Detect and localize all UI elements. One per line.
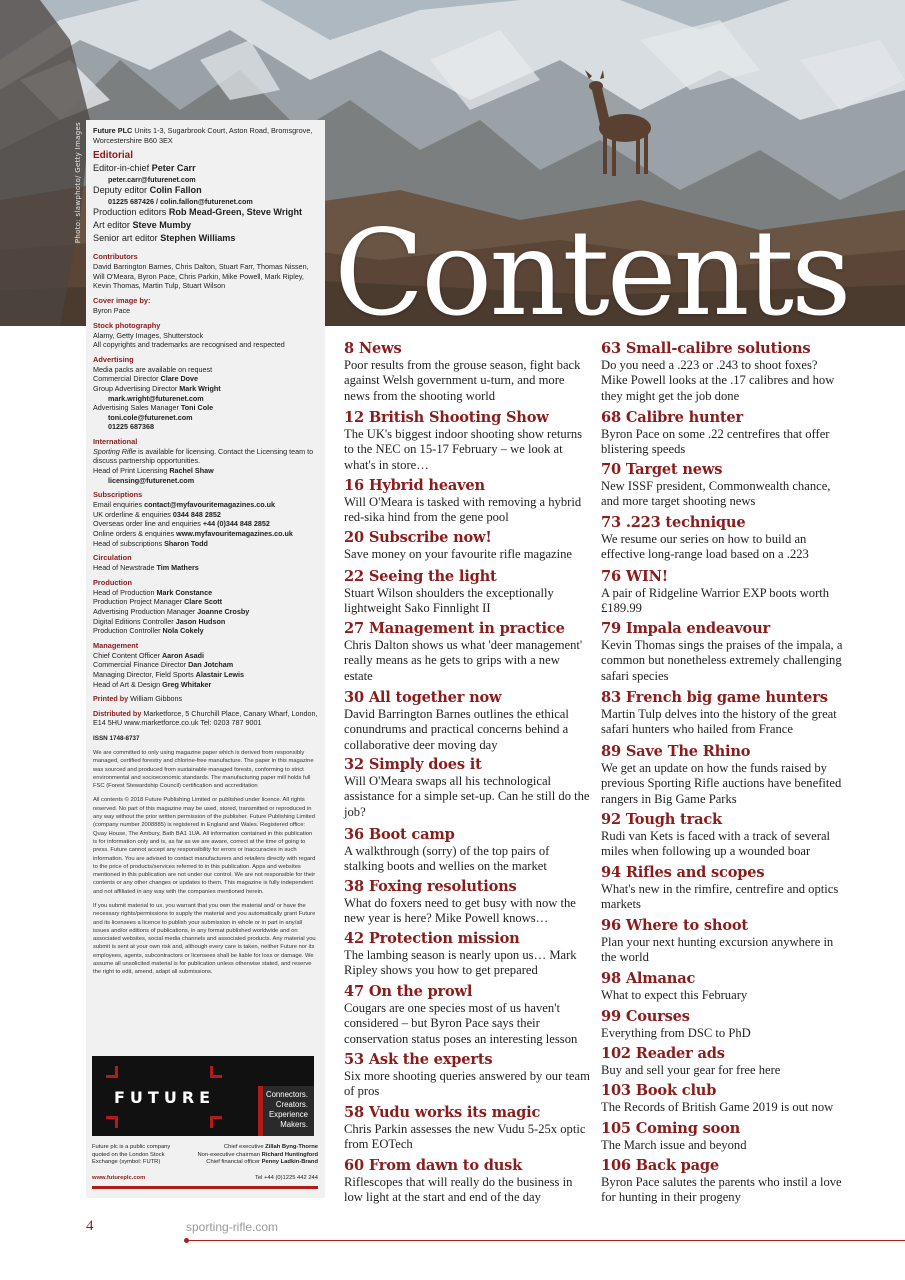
contents-entry[interactable] [344,477,590,526]
page-number: 4 [86,1218,94,1234]
contents-entry[interactable] [601,970,845,1003]
entry-page-number: 73 [601,514,621,531]
entry-title [601,1082,845,1100]
entry-heading: Management in practice [368,620,565,637]
entry-heading: Calibre hunter [625,409,743,426]
entry-heading: All together now [368,689,502,706]
entry-page-number: 94 [601,864,621,881]
bracket-icon [106,1116,118,1128]
entry-heading: Small-calibre solutions [625,340,811,357]
entry-page-number: 106 [601,1157,631,1174]
contents-entry[interactable] [601,811,845,860]
management-section: Management Chief Content Officer Aaron Asadi Commercial Finance Director Dan Jotcham Managing Director, Field Sports Alastair Lewis Head of Art & Design Greg Whitaker [93,640,245,689]
entry-page-number: 47 [344,983,364,1000]
page-title: Contents [334,204,849,326]
entry-description: A pair of Ridgeline Warrior EXP boots worth £189.99 [601,586,830,616]
entry-heading: Coming soon [635,1120,741,1137]
entry-title [344,689,590,707]
entry-title [601,743,845,761]
entry-heading: Courses [625,1008,690,1025]
contents-entry[interactable] [344,689,590,753]
entry-title [601,1157,845,1175]
entry-title [344,529,590,547]
bracket-icon [210,1116,222,1128]
entry-description: Everything from DSC to PhD [601,1026,751,1040]
entry-heading: British Shooting Show [368,409,549,426]
entry-title [601,568,845,586]
entry-title [344,826,590,844]
entry-title [601,917,845,935]
divider [92,1186,318,1189]
entry-description: Byron Pace on some .22 centrefires that offer blistering speeds [601,427,830,457]
entry-page-number: 102 [601,1045,631,1062]
future-website[interactable]: www.futureplc.com [92,1175,146,1181]
contents-entry[interactable] [344,1157,590,1206]
contents-entry[interactable] [344,1051,590,1100]
contents-entry[interactable] [344,983,590,1047]
entry-page-number: 98 [601,970,621,987]
international-section: International Sporting Rifle is available for licensing. Contact the Licensing team to discuss partnership opportunities. Head of Print Licensing Rachel Shaw licensing@futurenet.com [93,436,314,485]
entry-page-number: 12 [344,409,364,426]
entry-heading: Seeing the light [368,568,497,585]
entry-page-number: 105 [601,1120,631,1137]
entry-description: Chris Parkin assesses the new Vudu 5-25x optic from EOTech [344,1122,586,1152]
entry-page-number: 32 [344,756,364,773]
entry-description: What do foxers need to get busy with now the new year is here? Mike Powell knows… [344,896,576,926]
contributors-section: Contributors David Barrington Barnes, Chris Dalton, Stuart Farr, Thomas Nissen, Will O'Meara, Byron Pace, Chris Parkin, Mike Powell, Mark Ripley, Kevin Thomas, Martin Tulp, Stuart Wilson [93,252,309,291]
contents-entry[interactable] [601,917,845,966]
entry-page-number: 89 [601,743,621,760]
entry-heading: Book club [635,1082,717,1099]
entry-description: Riflescopes that will really do the business in low light at the start and end of the day [344,1175,573,1205]
contents-entry[interactable] [344,756,590,820]
entry-description: Plan your next hunting excursion anywhere in the world [601,935,834,965]
entry-heading: Vudu works its magic [368,1104,541,1121]
copyright-statement: All contents © 2018 Future Publishing Limited or published under licence. All rights reserved. No part of this magazine may be used, stored, transmitted or reproduced in any way without the prior written permission of the publisher. Future Publishing Limited (company number 2008885) is registered in England and Wales. Registered office: Quay House, The Ambury, Bath BA1 1UA. All information contained in this publication is for information only and is, as far as we are aware, correct at the time of going to press. Future cannot accept any responsibility for errors or inaccuracies in such information. You are advised to contact manufacturers and retailers directly with regard to the price of products/services referred to in this publication. Apps and websites mentioned in this publication are not under our control. We are not responsible for their contents or any other changes or updates to them. This magazine is fully independent and not affiliated in any way with the companies mentioned herein. [93,797,316,895]
entry-description: The UK's biggest indoor shooting show returns to the NEC on 15-17 February – we look at what's in store… [344,427,583,472]
contents-entry[interactable] [344,826,590,875]
art-editor-line: Art editor Steve Mumby [93,219,192,230]
deputy-contact: 01225 687426 / colin.fallon@futurenet.com [108,196,253,206]
entry-title [344,340,590,358]
contents-entry[interactable] [601,1157,845,1206]
entry-title [344,930,590,948]
entry-description: Will O'Meara is tasked with removing a hybrid red-sika hind from the gene pool [344,495,582,525]
entry-page-number: 103 [601,1082,631,1099]
contents-entry[interactable] [601,409,845,458]
entry-page-number: 30 [344,689,364,706]
entry-heading: Impala endeavour [625,620,770,637]
senior-art-editor-line: Senior art editor Stephen Williams [93,232,236,243]
contents-entry[interactable] [601,461,845,510]
entry-heading: Save The Rhino [625,743,751,760]
contents-entry[interactable] [344,340,590,404]
entry-heading: Where to shoot [625,917,748,934]
entry-heading: Almanac [625,970,696,987]
entry-title [601,620,845,638]
entry-title [601,1120,845,1138]
entry-heading: Boot camp [368,826,455,843]
entry-description: Chris Dalton shows us what 'deer management' really means as he gets to grips with a new estate [344,638,583,683]
entry-heading: Subscribe now! [368,529,492,546]
entry-page-number: 53 [344,1051,364,1068]
distributed-by: Distributed by Marketforce, 5 Churchill Place, Canary Wharf, London, E14 5HU www.marketforce.co.uk Tel: 0203 787 9001 [93,708,318,728]
entry-description: Six more shooting queries answered by our team of pros [344,1069,590,1099]
bracket-icon [210,1066,222,1078]
contents-entry[interactable] [344,568,590,617]
entry-title [601,514,845,532]
production-section: Production Head of Production Mark Constance Production Project Manager Clare Scott Advertising Production Manager Joanne Crosby Digital Editions Controller Jason Hudson Production Controller Nola Cokely [93,577,250,636]
contents-entry[interactable] [601,864,845,913]
entry-heading: From dawn to dusk [368,1157,523,1174]
entry-description: The March issue and beyond [601,1138,747,1152]
entry-heading: Rifles and scopes [625,864,765,881]
entry-description: The lambing season is nearly upon us… Mark Ripley shows you how to get prepared [344,948,577,978]
entry-page-number: 58 [344,1104,364,1121]
editor-email: peter.carr@futurenet.com [108,174,196,184]
entry-page-number: 83 [601,689,621,706]
entry-heading: .223 technique [625,514,746,531]
website-url[interactable]: sporting-rifle.com [186,1220,279,1234]
submission-statement: If you submit material to us, you warrant that you own the material and/ or have the necessary rights/permissions to supply the material and you automatically grant Future and its licensees a licence to publish your submission in whole or in part in any/all issues and/or editions of publications, in any format published worldwide and on associated websites, social media channels and associated products. Any material you submit is sent at your own risk and, although every care is taken, neither Future nor its employees, agents, subcontractors or licensees shall be liable for loss or damage. We assume all unsolicited material is for publication unless otherwise stated, and reserve the right to edit, amend, adapt all submissions. [93,902,316,976]
contents-entry[interactable] [344,409,590,473]
printed-by: Printed by William Gibbons [93,694,183,704]
entry-page-number: 16 [344,477,364,494]
entry-heading: French big game hunters [625,689,828,706]
editorial-heading: Editorial [93,150,134,161]
entry-heading: On the prowl [368,983,473,1000]
deputy-line: Deputy editor Colin Fallon [93,185,202,196]
entry-description: Martin Tulp delves into the history of the great safari hunters who hailed from France [601,707,837,737]
entry-title [601,461,845,479]
entry-page-number: 38 [344,878,364,895]
contents-entry[interactable] [344,1104,590,1153]
entry-title [344,1051,590,1069]
entry-page-number: 20 [344,529,364,546]
entry-page-number: 63 [601,340,621,357]
future-logo-box [92,1056,314,1136]
stock-section: Stock photography Alamy, Getty Images, Shutterstock All copyrights and trademarks are recognised and respected [93,320,285,350]
entry-page-number: 79 [601,620,621,637]
subscriptions-section: Subscriptions Email enquiries contact@myfavouritemagazines.co.uk UK orderline & enquiries 0344 848 2852 Overseas order line and enquiries +44 (0)344 848 2852 Online orders & enquiries www.myfavouritemagazines.co.uk Head of subscriptions Sharon Todd [93,490,293,548]
entry-page-number: 96 [601,917,621,934]
entry-description: Rudi van Kets is faced with a track of several miles when following up a wounded boar [601,829,831,859]
contents-entry[interactable] [344,878,590,927]
paper-statement: We are committed to only using magazine paper which is derived from responsibly managed, certified forestry and chlorine-free manufacture. The paper in this magazine was sourced and produced from sustainable managed forests, conforming to strict environmental and socioeconomic standards. The manufacturing paper mill holds full FSC (Forest Stewardship Council) certification and accreditation [93,749,314,790]
contents-entry[interactable] [601,1008,845,1041]
entry-title [601,1045,845,1063]
contents-entry[interactable] [601,340,845,404]
future-tagline: Connectors. Creators. Experience Makers. [258,1086,314,1136]
editor-line: Editor-in-chief Peter Carr [93,163,196,173]
entry-page-number: 99 [601,1008,621,1025]
entry-title [601,811,845,829]
cover-section: Cover image by: Byron Pace [93,295,151,315]
entry-description: Poor results from the grouse season, fight back against Welsh government u-turn, and more news from the shooting world [344,358,581,403]
entry-description: A walkthrough (sorry) of the top pairs of stalking boots and wellies on the market [344,844,550,874]
entry-description: Do you need a .223 or .243 to shoot foxes? Mike Powell looks at the .17 calibres and how they might get the job done [601,358,835,403]
entry-description: Will O'Meara swaps all his technological assistance for a simple set-up. Can he still do the job? [344,774,590,819]
footer-rule-dot [184,1238,189,1243]
entry-title [344,409,590,427]
entry-page-number: 8 [344,340,354,357]
entry-title [344,1104,590,1122]
contents-entry[interactable] [344,930,590,979]
entry-page-number: 60 [344,1157,364,1174]
entry-description: Kevin Thomas sings the praises of the impala, a common but nonetheless extremely challenging safari species [601,638,843,683]
entry-page-number: 36 [344,826,364,843]
entry-description: Save money on your favourite rifle magazine [344,547,573,561]
entry-description: What to expect this February [601,988,748,1002]
entry-description: New ISSF president, Commonwealth chance, and more target shooting news [601,479,831,509]
entry-title [601,970,845,988]
entry-heading: WIN! [625,568,668,585]
entry-page-number: 22 [344,568,364,585]
entry-description: Stuart Wilson shoulders the exceptionally lightweight Sako Finnlight II [344,586,554,616]
entry-title [344,983,590,1001]
advertising-section: Advertising Media packs are available on request Commercial Director Clare Dove Group Advertising Director Mark Wright mark.wright@futurenet.com Advertising Sales Manager Toni Cole toni.cole@futurenet.com 01225 687368 [93,354,221,432]
entry-title [344,878,590,896]
entry-description: Buy and sell your gear for free here [601,1063,781,1077]
entry-description: The Records of British Game 2019 is out now [601,1100,834,1114]
masthead-panel: Future PLC Units 1-3, Sugarbrook Court, Aston Road, Bromsgrove, Worcestershire B60 3EX Editorial Editor-in-chief Peter Carr peter.carr@futurenet.com Deputy editor Colin Fallon 01225 687426 / colin.fallon@futurenet.com Production editors Rob Mead-Green, Steve Wright Art editor Steve Mumby Senior art editor Stephen Williams Contributors David Barrington Barnes, Chris Dalton, Stuart Farr, Thomas Nissen, Will O'Meara, Byron Pace, Chris Parkin, Mike Powell, Mark Ripley, Kevin Thomas, Martin Tulp, Stuart Wilson Cover image by: Byron Pace Stock photography Alamy, Getty Images, Shutterstock All copyrights and trademarks are recognised and respected Advertising Media packs are available on request Commercial Director Clare Dove Group Advertising Director Mark Wright mark.wright@futurenet.com Advertising Sales Manager Toni Cole toni.cole@futurenet.com 01225 687368 International Sporting Rifle is available for licensing. Contact the Licensing team to discuss partnership opportunities. Head of Print Licensing Rachel Shaw licensing@futurenet.com Subscriptions Email enquiries contact@myfavouritemagazines.co.uk UK orderline & enquiries 0344 848 2852 Overseas order line and enquiries +44 (0)344 848 2852 Online orders & enquiries www.myfavouritemagazines.co.uk Head of subscriptions Sharon Todd Circulation Head of Newstrade Tim Mathers Production Head of Production Mark Constance Production Project Manager Clare Scott Advertising Production Manager Joanne Crosby Digital Editions Controller Jason Hudson Production Controller Nola Cokely Management Chief Content Officer Aaron Asadi Commercial Finance Director Dan Jotcham Managing Director, Field Sports Alastair Lewis Head of Art & Design Greg Whitaker Printed by William Gibbons Distributed by Marketforce, 5 Churchill Place, Canary Wharf, London, E14 5HU www.marketforce.co.uk Tel: 0203 787 9001 ISSN 1748-8737 We are committed to only using magazine paper which is derived from responsibly managed, certified forestry and chlorine-free manufacture. The paper in this magazine was sourced and produced from sustainable managed forests, conforming to strict environmental and socioeconomic standards. The manufacturing paper mill holds full FSC (Forest Stewardship Council) certification and accreditation All contents © 2018 Future Publishing Limited or published under licence. All rights reserved. No part of this magazine may be used, stored, transmitted or reproduced in any way without the prior written permission of the publisher. Future Publishing Limited (company number 2008885) is registered in England and Wales. Registered office: Quay House, The Ambury, Bath BA1 1UA. All information contained in this publication is for information only and is, as far as we are aware, correct at the time of going to press. Future cannot accept any responsibility for errors or inaccuracies in such information. You are advised to contact manufacturers and retailers directly with regard to the price of products/services referred to in this publication. Apps and websites mentioned in this publication are not under our control. We are not responsible for their contents or any other changes or updates to them. This magazine is fully independent and not affiliated in any way with the companies mentioned herein. If you submit material to us, you warrant that you own the material and/ or have the necessary rights/permissions to supply the material and you automatically grant Future and its licensees a licence to publish your submission in whole or in part in any/all issues and/or editions of publications, in any format published worldwide and on associated websites, social media channels and associated products. Any material you submit is sent at your own risk and, although every care is taken, neither Future nor its employees, agents, subcontractors or licensees shall be liable for loss or damage. We assume all unsolicited material is for publication unless otherwise stated, and reserve the right to edit, amend, adapt all submissions. FUTURE Connectors. Creators. Experience Makers. Future plc is a public company quoted on the London Stock Exchange (symbol: FUTR) Chief executive Zillah Byng-Thorne Non-executive chairman Richard Huntingford Chief financial officer Penny Ladkin-Brand www.futureplc.com Tel +44 (0)1225 442 244 [86,120,325,1198]
entry-page-number: 27 [344,620,364,637]
publisher-address: Future PLC Units 1-3, Sugarbrook Court, Aston Road, Bromsgrove, Worcestershire B60 3EX [93,126,313,145]
entry-heading: News [358,340,402,357]
contents-entry[interactable] [601,514,845,563]
issn: ISSN 1748-8737 [93,734,140,742]
entry-description: Cougars are one species most of us haven't considered – but Byron Pace says their conservation status poses an interesting lesson [344,1001,578,1046]
contents-entry[interactable] [601,1120,845,1153]
entry-heading: Target news [625,461,723,478]
entry-page-number: 42 [344,930,364,947]
contents-entry[interactable] [601,620,845,684]
footer-rule [186,1240,905,1241]
entry-heading: Reader ads [635,1045,725,1062]
bracket-icon [106,1066,118,1078]
production-editors-line: Production editors Rob Mead-Green, Steve Wright [93,207,303,218]
entry-heading: Simply does it [368,756,482,773]
entry-title [344,568,590,586]
entry-page-number: 76 [601,568,621,585]
entry-title [601,409,845,427]
entry-title [601,864,845,882]
entry-heading: Foxing resolutions [368,878,517,895]
entry-description: David Barrington Barnes outlines the ethical conundrums and practical concerns behind a collaborative deer moving day [344,707,569,752]
contents-entry[interactable] [601,1082,845,1115]
entry-heading: Tough track [625,811,722,828]
contents-entry[interactable] [344,620,590,684]
contents-entry[interactable] [601,689,845,738]
entry-title [601,340,845,358]
entry-description: We get an update on how the funds raised by previous Sporting Rifle auctions have benefited rangers in Big Game Parks [601,761,842,806]
entry-description: What's new in the rimfire, centrefire and optics markets [601,882,839,912]
entry-heading: Back page [635,1157,719,1174]
future-logo: FUTURE [114,1088,216,1107]
entry-page-number: 70 [601,461,621,478]
circulation-section: Circulation Head of Newstrade Tim Mathers [93,553,199,573]
entry-title [344,477,590,495]
entry-page-number: 68 [601,409,621,426]
photo-credit: Photo: slawphoto/ Getty Images [74,122,82,244]
entry-title [344,620,590,638]
contents-entry[interactable] [601,568,845,617]
entry-title [344,1157,590,1175]
entry-heading: Ask the experts [368,1051,493,1068]
entry-title [344,756,590,774]
contents-entry[interactable] [601,743,845,807]
entry-page-number: 92 [601,811,621,828]
entry-description: We resume our series on how to build an effective long-range load based on a .223 [601,532,809,562]
entry-heading: Protection mission [368,930,520,947]
contents-entry[interactable] [601,1045,845,1078]
entry-description: Byron Pace salutes the parents who instil a love for hunting in their progeny [601,1175,842,1205]
entry-heading: Hybrid heaven [368,477,485,494]
contents-entry[interactable] [344,529,590,562]
entry-title [601,689,845,707]
entry-title [601,1008,845,1026]
